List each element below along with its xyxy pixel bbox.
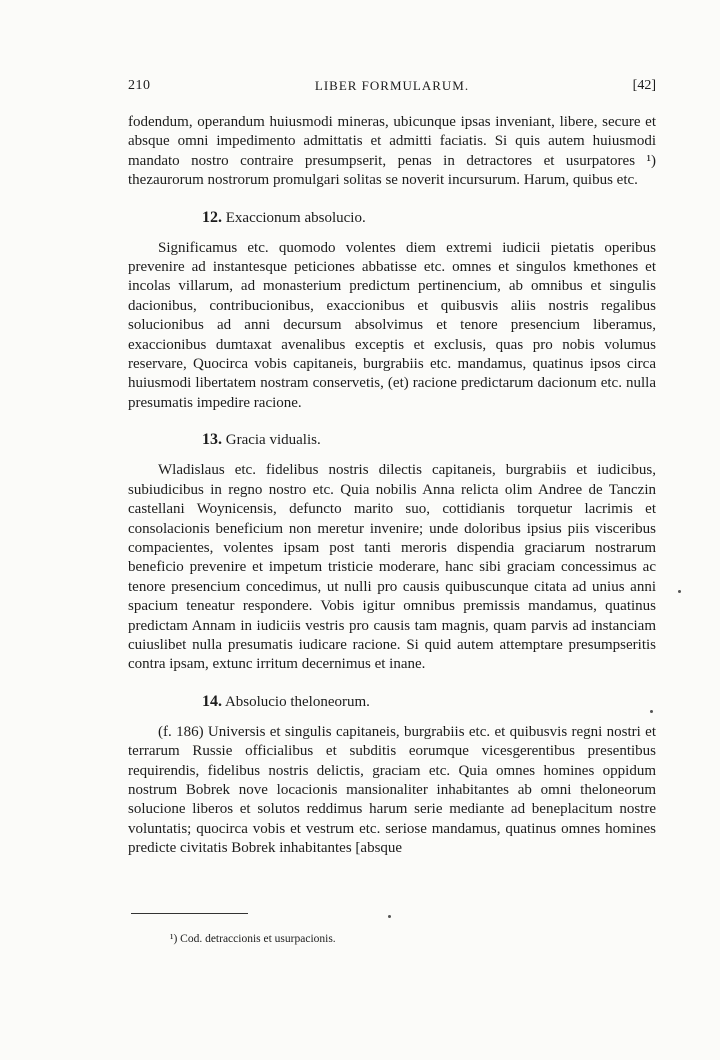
section-paragraph-13: Wladislaus etc. fidelibus nostris dilectis capitaneis, burgrabiis et iudicibus, subiudicibus in regno nostro etc. Quia nobilis Anna relicta olim Andree de Tanczin castellani Woynicensis, defuncto marito suo, cottidianis torquetur lacrimis et consolacionis beneficium non meretur invenire; unde doloribus ipsius piis visceribus compacientes, volentes ipsam post tanti meroris dispendia graciarum nostrarum beneficio prevenire et impetum tristicie moderare, hanc sibi graciam concessimus ac tenore presencium concedimus, ut nulli pro causis quibuscunque citata ad unius anni spacium teneatur respondere. Vobis igitur omnibus premissis mandamus, quatinus predictam Annam in iudiciis vestris pro causis tam magnis, quam parvis ad instanciam cuiuslibet nulla presumatis iudicare racione. Si quid autem attemptare presumpseritis contra ipsam, extunc irritum decernimus et inane.: [128, 462, 656, 673]
scan-speck: [650, 710, 653, 713]
scan-speck: [388, 915, 391, 918]
footnote-rule: [131, 913, 248, 914]
page-number: 210: [128, 78, 151, 93]
scan-speck: [678, 590, 681, 593]
page-header: [128, 78, 656, 100]
section-title: Gracia vidualis.: [225, 432, 321, 449]
section-paragraph-14: (f. 186) Universis et singulis capitaneis, burgrabiis etc. et quibusvis regni nostri et terrarum Russie officialibus et subditis eorumque vicesgerentibus presentibus requirendis, fidelibus nostris delictis, graciam etc. Quia omnes homines oppidum nostrum Bobrek nove locacionis mansionaliter inhabitantes ab omni theloneorum solucione liberos et solutos reddimus harum serie mediante ad beneplacitum nostre voluntatis; quocirca vobis et vestrum etc. seriose mandamus, quatinus omnes homines predicte civitatis Bobrek inhabitantes [absque: [128, 723, 656, 857]
intro-paragraph: fodendum, operandum huiusmodi mineras, ubicunque ipsas inveniant, libere, secure et absque omni impedimento admittatis et admitti faciatis. Si quis autem huiusmodi mandato nostro contraire presumpserit, penas in detractores et usurpatores ¹) thezaurorum nostrorum promulgari solitas se noverit incursurum. Harum, quibus etc.: [128, 114, 656, 189]
section-number: 14.: [202, 692, 222, 710]
section-heading-12: [128, 208, 656, 228]
section-title: Absolucio theloneorum.: [224, 693, 370, 710]
footnote: ¹) Cod. detraccionis et usurpacionis.: [170, 933, 336, 945]
page-body: [128, 113, 656, 859]
section-heading-13: [128, 430, 656, 450]
section-number: 12.: [202, 208, 222, 226]
section-paragraph-12: Significamus etc. quomodo volentes diem extremi iudicii pietatis operibus prevenire ad instantesque peticiones abbatisse etc. omnes et singulos kmethones et incolas villarum, ad monasterium predictum pertinencium, ab omnibus et singulis dacionibus, contribucionibus, exaccionibus et quibusvis aliis nostris regalibus solucionibus ad anni decursum absolvimus et tenore presencium liberamus, exaccionibus dumtaxat avenalibus exceptis et exclusis, quas pro nobis volumus reservare, Quocirca vobis capitaneis, burgrabiis etc. mandamus, quatinus ipsos circa huiusmodi libertatem nostram conservetis, (et) racione predictarum dacionum etc. nulla presumatis impedire racione.: [128, 239, 656, 411]
section-title: Exaccionum absolucio.: [225, 209, 366, 226]
running-title: LIBER FORMULARUM.: [314, 78, 470, 93]
section-heading-14: [128, 692, 656, 712]
section-number: 13.: [202, 431, 222, 449]
page-reference: [42]: [632, 78, 656, 93]
